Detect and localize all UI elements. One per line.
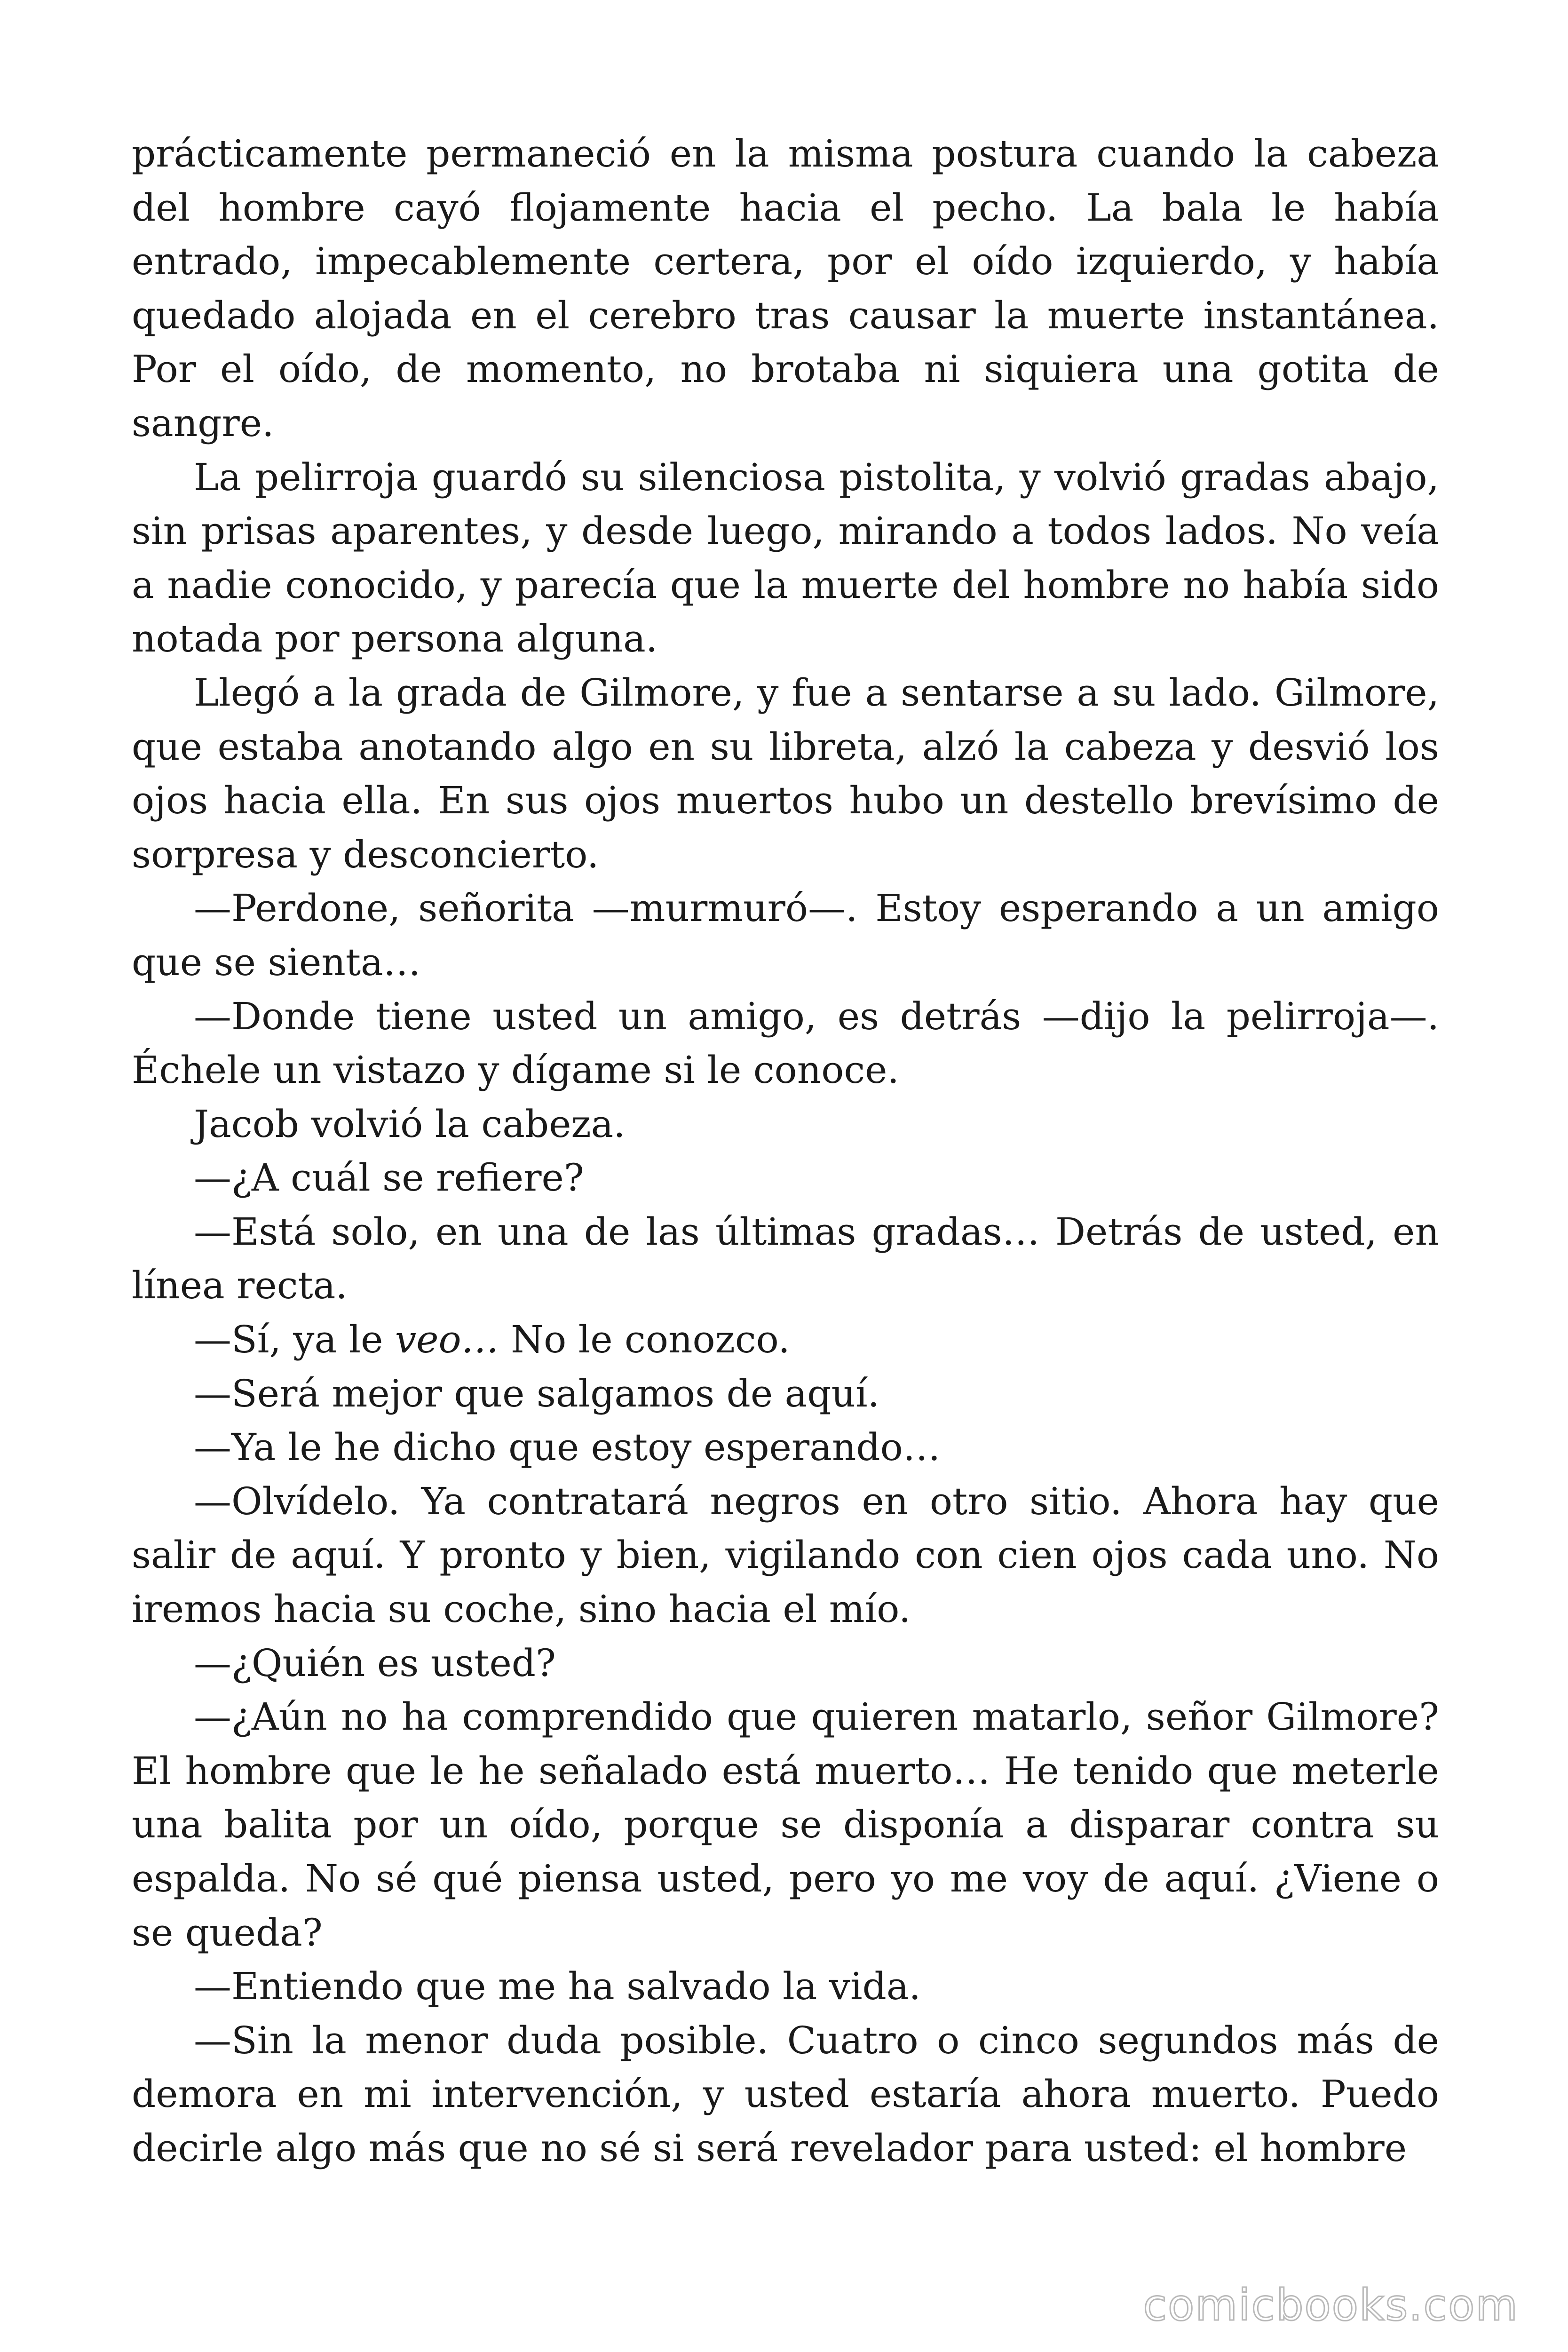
italic-word: veo… [395, 1318, 499, 1362]
watermark: comicbooks.com [1143, 2280, 1519, 2330]
dialogue-line: —¿Quién es usted? [194, 1641, 556, 1685]
dialogue-line: —¿Aún no ha comprendido que quieren matarlo, señor Gilmore? El hombre que le he señalado está muerto… He tenido que meterle una balita por un oído, porque se disponía a disparar contra su espalda. No sé qué piensa usted, pero yo me voy de aquí. ¿Viene o se queda? [132, 1695, 1439, 1955]
dialogue-line: —Sin la menor duda posible. Cuatro o cinco segundos más de demora en mi intervención, y usted estaría ahora muerto. Puedo decirle algo más que no sé si será revelador para usted: el hombre [132, 2018, 1439, 2170]
dialogue-line: —Ya le he dicho que estoy esperando… [194, 1425, 941, 1470]
dialogue-line: —¿A cuál se refiere? [194, 1156, 584, 1200]
dialogue-line: —Perdone, señorita —murmuró—. Estoy esperando a un amigo que se sienta… [132, 886, 1439, 984]
dialogue-line: —Olvídelo. Ya contratará negros en otro sitio. Ahora hay que salir de aquí. Y pronto y bien, vigilando con cien ojos cada uno. No iremos hacia su coche, sino hacia el mío. [132, 1479, 1439, 1631]
dialogue-text: No le conozco. [499, 1318, 790, 1362]
dialogue-line: —Entiendo que me ha salvado la vida. [194, 1964, 921, 2009]
dialogue-text: —Sí, ya le [194, 1318, 395, 1362]
dialogue-line [132, 1313, 1439, 1367]
dialogue-line: —Será mejor que salgamos de aquí. [194, 1371, 880, 1415]
body-text [132, 127, 1439, 2176]
paragraph: Llegó a la grada de Gilmore, y fue a sentarse a su lado. Gilmore, que estaba anotando algo en su libreta, alzó la cabeza y desvió los ojos hacia ella. En sus ojos muertos hubo un destello brevísimo de sorpresa y desconcierto. [132, 670, 1439, 876]
dialogue-line: —Está solo, en una de las últimas gradas… Detrás de usted, en línea recta. [132, 1209, 1439, 1308]
paragraph: La pelirroja guardó su silenciosa pistolita, y volvió gradas abajo, sin prisas aparentes, y desde luego, mirando a todos lados. No veía a nadie conocido, y parecía que la muerte del hombre no había sido notada por persona alguna. [132, 455, 1439, 661]
paragraph: Jacob volvió la cabeza. [194, 1102, 626, 1146]
dialogue-line: —Donde tiene usted un amigo, es detrás —dijo la pelirroja—. Échele un vistazo y dígame si le conoce. [132, 994, 1439, 1092]
paragraph: prácticamente permaneció en la misma postura cuando la cabeza del hombre cayó flojamente hacia el pecho. La bala le había entrado, impecablemente certera, por el oído izquierdo, y había quedado alojada en el cerebro tras causar la muerte instantánea. Por el oído, de momento, no brotaba ni siquiera una gotita de sangre. [132, 132, 1439, 445]
